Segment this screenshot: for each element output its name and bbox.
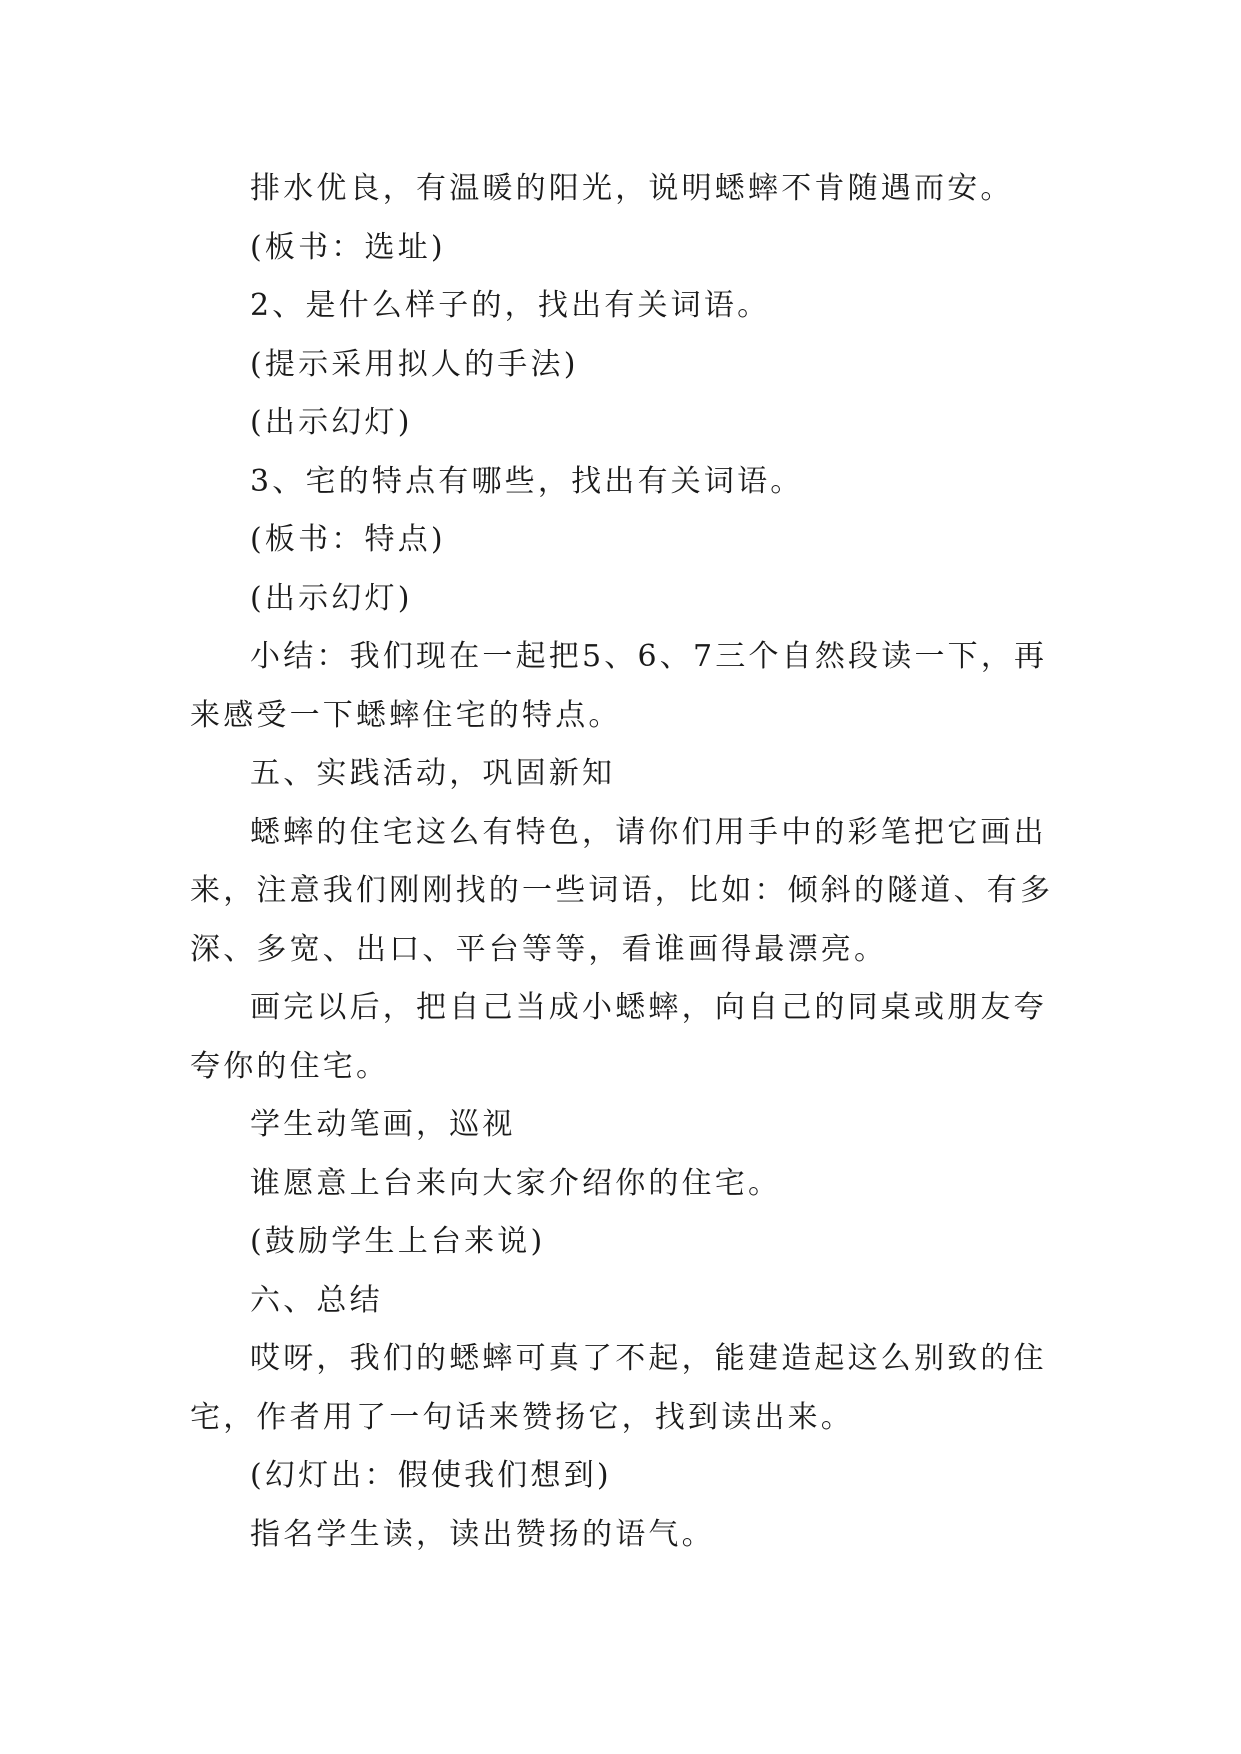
- paragraph: 学生动笔画，巡视: [250, 1107, 516, 1142]
- section-heading: 五、实践活动，巩固新知: [250, 756, 616, 791]
- paragraph: (出示幻灯): [250, 405, 413, 440]
- paragraph: (板书：选址): [250, 229, 446, 265]
- paragraph: 2、是什么样子的，找出有关词语。: [250, 288, 771, 323]
- paragraph: 谁愿意上台来向大家介绍你的住宅。: [250, 1165, 782, 1201]
- paragraph: 画完以后，把自己当成小蟋蟀，向自己的同桌或朋友夸夸你的住宅。: [190, 990, 1047, 1084]
- paragraph: 3、宅的特点有哪些，找出有关词语。: [250, 463, 804, 499]
- paragraph: 蟋蟀的住宅这么有特色，请你们用手中的彩笔把它画出来，注意我们刚刚找的一些词语，比如：倾斜的隧道、有多深、多宽、出口、平台等等，看谁画得最漂亮。: [190, 814, 1054, 967]
- paragraph: (幻灯出：假使我们想到): [250, 1458, 612, 1493]
- paragraph: (鼓励学生上台来说): [250, 1224, 546, 1259]
- paragraph: (提示采用拟人的手法): [250, 346, 579, 382]
- paragraph: (板书：特点): [250, 522, 446, 557]
- paragraph: (出示幻灯): [250, 580, 413, 616]
- paragraph: 哎呀，我们的蟋蟀可真了不起，能建造起这么别致的住宅，作者用了一句话来赞扬它，找到读出来。: [190, 1341, 1047, 1435]
- body-text: [190, 160, 1058, 1564]
- paragraph: 小结：我们现在一起把5、6、7三个自然段读一下，再来感受一下蟋蟀住宅的特点。: [190, 639, 1048, 733]
- paragraph: 排水优良，有温暖的阳光，说明蟋蟀不肯随遇而安。: [250, 171, 1014, 206]
- section-heading: 六、总结: [250, 1282, 383, 1318]
- paragraph: 指名学生读，读出赞扬的语气。: [250, 1516, 715, 1552]
